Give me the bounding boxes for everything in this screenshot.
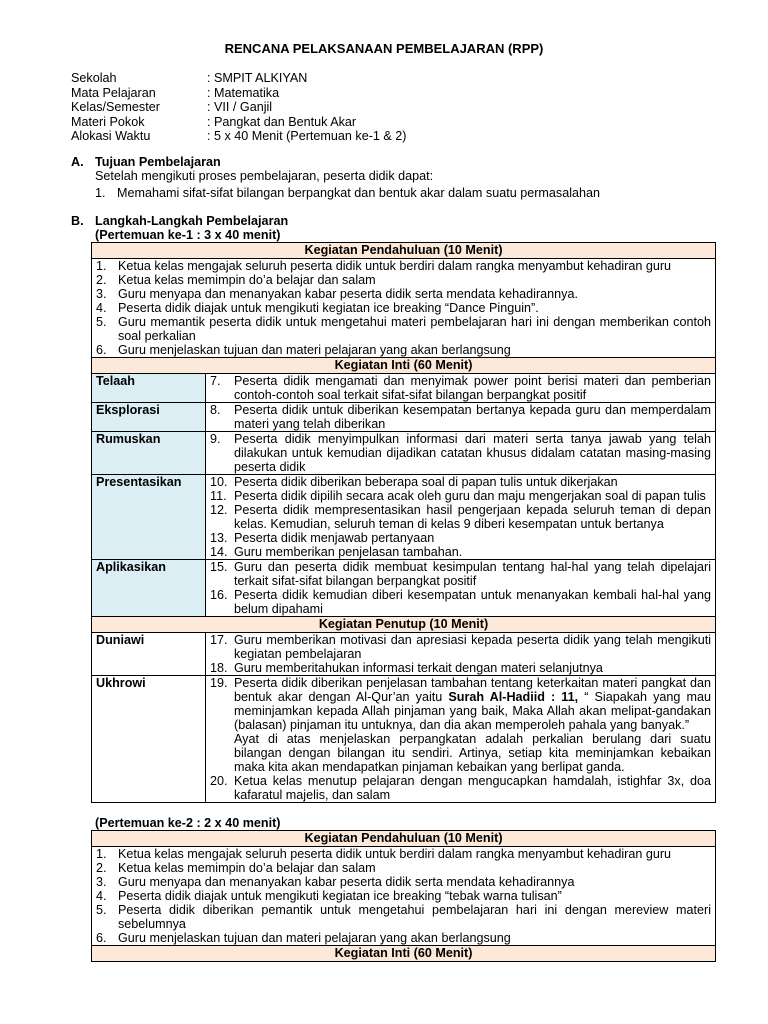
identity-block	[71, 71, 407, 144]
list-item	[96, 343, 711, 357]
item-number: 3.	[96, 875, 107, 889]
identity-value: : SMPIT ALKIYAN	[207, 71, 308, 85]
phase-label-duniawi: Duniawi	[92, 633, 206, 676]
item-text: Peserta didik mempresentasikan hasil pengerjaan kepada seluruh teman di depan kelas. Kemudian, seluruh teman di kelas 9 diberi kesempatan untuk bertanya	[234, 503, 711, 531]
item-text: Peserta didik diajak untuk mengikuti kegiatan ice breaking “tebak warna tulisan”	[118, 889, 562, 903]
phase-cell-rumuskan	[206, 432, 716, 475]
item-text: Ketua kelas memimpin do’a belajar dan salam	[118, 861, 376, 875]
item-number: 1.	[96, 847, 107, 861]
identity-value: : Matematika	[207, 85, 280, 100]
list-item	[96, 847, 711, 861]
item-text: Peserta didik dipilih secara acak oleh guru dan maju mengerjakan soal di papan tulis	[234, 489, 706, 503]
item-number: 17.	[210, 633, 228, 647]
section-title: Langkah-Langkah Pembelajaran	[95, 214, 289, 228]
list-item	[96, 287, 711, 301]
item-text: Ketua kelas mengajak seluruh peserta didik untuk berdiri dalam rangka menyambut kehadiran guru	[118, 847, 672, 861]
section-a-heading	[71, 155, 221, 169]
pendahuluan-header: Kegiatan Pendahuluan (10 Menit)	[92, 243, 716, 259]
item-number: 5.	[96, 315, 107, 329]
meeting-1-heading: (Pertemuan ke-1 : 3 x 40 menit)	[95, 228, 281, 242]
item-number: 14.	[210, 545, 228, 559]
item-text: Peserta didik mengamati dan menyimak power point berisi materi dan pemberian contoh-contoh soal terkait sifat-sifat bilangan berpangkat positif	[234, 374, 711, 402]
list-item	[96, 861, 711, 875]
section-letter: B.	[71, 214, 84, 228]
identity-row	[71, 86, 407, 101]
list-item	[96, 931, 711, 945]
item-text: Ketua kelas menutup pelajaran dengan mengucapkan hamdalah, istighfar 3x, doa kafaratul majelis, dan salam	[234, 774, 711, 802]
list-item	[210, 432, 711, 474]
objective-item	[95, 186, 600, 200]
list-item	[210, 475, 711, 489]
identity-row	[71, 100, 407, 115]
phase-label-aplikasikan: Aplikasikan	[92, 560, 206, 617]
item-number: 1.	[96, 259, 107, 273]
list-item	[96, 259, 711, 273]
identity-value: : 5 x 40 Menit (Pertemuan ke-1 & 2)	[207, 129, 407, 143]
item-number: 16.	[210, 588, 228, 602]
item-number: 20.	[210, 774, 228, 788]
item-text: Guru memberikan penjelasan tambahan.	[234, 545, 463, 559]
item-number: 4.	[96, 301, 107, 315]
identity-label: Sekolah	[71, 71, 117, 85]
item-text: Ketua kelas mengajak seluruh peserta didik untuk berdiri dalam rangka menyambut kehadiran guru	[118, 259, 672, 273]
item-text: Guru menjelaskan tujuan dan materi pelajaran yang akan berlangsung	[118, 343, 511, 357]
list-item	[210, 374, 711, 402]
item-text: Guru menyapa dan menanyakan kabar peserta didik serta mendata kehadirannya	[118, 875, 575, 889]
list-item	[210, 588, 711, 616]
identity-label: Materi Pokok	[71, 114, 145, 129]
objective-number: 1.	[95, 186, 106, 200]
list-item	[210, 661, 711, 675]
item-number: 12.	[210, 503, 228, 517]
penutup-header: Kegiatan Penutup (10 Menit)	[92, 617, 716, 633]
list-item	[210, 489, 711, 503]
meeting-2-table	[91, 830, 716, 962]
list-item	[210, 633, 711, 661]
meeting-2-heading: (Pertemuan ke-2 : 2 x 40 menit)	[95, 816, 281, 830]
item-number: 6.	[96, 931, 107, 945]
phase-cell-eksplorasi	[206, 403, 716, 432]
objective-text: Memahami sifat-sifat bilangan berpangkat dan bentuk akar dalam suatu permasalahan	[117, 186, 601, 200]
item-text: Peserta didik diberikan beberapa soal di papan tulis untuk dikerjakan	[234, 475, 618, 489]
section-letter: A.	[71, 155, 84, 169]
list-item	[96, 903, 711, 931]
item-text: Peserta didik kemudian diberi kesempatan untuk menanyakan kembali hal-hal yang belum dipahami	[234, 588, 711, 616]
list-item	[96, 875, 711, 889]
identity-label: Alokasi Waktu	[71, 129, 151, 143]
phase-label-presentasikan: Presentasikan	[92, 475, 206, 560]
item-text	[234, 676, 711, 774]
identity-value: : Pangkat dan Bentuk Akar	[207, 114, 357, 129]
surah-reference: Surah Al-Hadiid : 11,	[448, 690, 579, 704]
item-number: 19.	[210, 676, 228, 690]
list-item	[210, 403, 711, 431]
item-number: 7.	[210, 374, 221, 388]
identity-label: Mata Pelajaran	[71, 85, 156, 100]
phase-cell-ukhrowi	[206, 676, 716, 803]
item-text: Peserta didik menjawab pertanyaan	[234, 531, 435, 545]
identity-row	[71, 129, 407, 144]
item-text: Peserta didik diberikan pemantik untuk mengetahui pembelajaran hari ini dengan mereview materi sebelumnya	[118, 903, 711, 931]
meeting-1-table	[91, 242, 716, 803]
item-text: Guru menjelaskan tujuan dan materi pelajaran yang akan berlangsung	[118, 931, 511, 945]
item-text: Peserta didik menyimpulkan informasi dari materi serta tanya jawab yang telah dilakukan untuk kemudian dijadikan catatan khusus didalam catatan masing-masing peserta didik	[234, 432, 711, 474]
section-b-heading	[71, 214, 288, 228]
inti-header: Kegiatan Inti (60 Menit)	[92, 358, 716, 374]
item-text: Guru memantik peserta didik untuk mengetahui materi pembelajaran hari ini dengan memberikan contoh soal perkalian	[118, 315, 711, 343]
item-number: 8.	[210, 403, 221, 417]
item-text: Guru menyapa dan menanyakan kabar peserta didik serta mendata kehadirannya.	[118, 287, 578, 301]
item-number: 2.	[96, 861, 107, 875]
list-item	[96, 315, 711, 343]
document-title: RENCANA PELAKSANAAN PEMBELAJARAN (RPP)	[224, 41, 544, 56]
phase-label-rumuskan: Rumuskan	[92, 432, 206, 475]
item-number: 11.	[210, 489, 227, 503]
section-a-intro: Setelah mengikuti proses pembelajaran, peserta didik dapat:	[95, 169, 434, 183]
item-text: Guru dan peserta didik membuat kesimpulan tentang hal-hal yang telah dipelajari terkait sifat-sifat bilangan berpangkat positif	[234, 560, 711, 588]
item-number: 15.	[210, 560, 228, 574]
phase-label-telaah: Telaah	[92, 374, 206, 403]
surah-quote: “ Siapakah yang mau meminjamkan kepada Allah pinjaman yang baik, Maka Allah akan melipat-gandakan (balasan) pinjaman itu untuknya, dan dia akan memperoleh pahala yang banyak.”	[234, 690, 712, 732]
list-item	[210, 545, 711, 559]
phase-cell-duniawi	[206, 633, 716, 676]
item-number: 4.	[96, 889, 107, 903]
surah-explanation: Ayat di atas menjelaskan perpangkatan adalah perkalian berulang dari suatu bilangan dengan bilangan itu sendiri. Artinya, setiap kita meminjamkan kebaikan maka kita akan mendapatkan pinjaman kebaikan yang berlipat ganda.	[234, 732, 711, 774]
item-text: Ketua kelas memimpin do’a belajar dan salam	[118, 273, 376, 287]
identity-value: : VII / Ganjil	[207, 100, 273, 114]
list-item	[96, 889, 711, 903]
item-number: 2.	[96, 273, 107, 287]
item-number: 5.	[96, 903, 107, 917]
pendahuluan-cell	[92, 259, 716, 358]
list-item	[210, 774, 711, 802]
item-text: Guru memberitahukan informasi terkait dengan materi selanjutnya	[234, 661, 603, 675]
list-item	[210, 676, 711, 774]
phase-cell-presentasikan	[206, 475, 716, 560]
item-text: Guru memberikan motivasi dan apresiasi kepada peserta didik yang telah mengikuti kegiatan pembelajaran	[234, 633, 711, 661]
list-item	[210, 560, 711, 588]
identity-row	[71, 71, 407, 86]
list-item	[96, 301, 711, 315]
phase-label-ukhrowi: Ukhrowi	[92, 676, 206, 803]
phase-cell-telaah	[206, 374, 716, 403]
item-number: 3.	[96, 287, 107, 301]
list-item	[96, 273, 711, 287]
item-text: Peserta didik untuk diberikan kesempatan bertanya kepada guru dan memperdalam materi yang telah diberikan	[234, 403, 711, 431]
inti-header: Kegiatan Inti (60 Menit)	[92, 946, 716, 962]
phase-label-eksplorasi: Eksplorasi	[92, 403, 206, 432]
item-text: Peserta didik diajak untuk mengikuti kegiatan ice breaking “Dance Pinguin”.	[118, 301, 539, 315]
identity-label: Kelas/Semester	[71, 100, 160, 114]
pendahuluan-header: Kegiatan Pendahuluan (10 Menit)	[92, 831, 716, 847]
identity-row	[71, 115, 407, 130]
item-number: 18.	[210, 661, 228, 675]
section-title: Tujuan Pembelajaran	[95, 155, 221, 169]
item-number: 9.	[210, 432, 221, 446]
list-item	[210, 531, 711, 545]
item-number: 10.	[210, 475, 228, 489]
list-item	[210, 503, 711, 531]
item-number: 6.	[96, 343, 107, 357]
phase-cell-aplikasikan	[206, 560, 716, 617]
item-number: 13.	[210, 531, 228, 545]
pendahuluan-cell	[92, 847, 716, 946]
item-text-part: Peserta didik diberikan penjelasan tambahan tentang keterkaitan materi pangkat dan bentuk akar dengan Al-Qur’an yaitu	[234, 676, 711, 704]
